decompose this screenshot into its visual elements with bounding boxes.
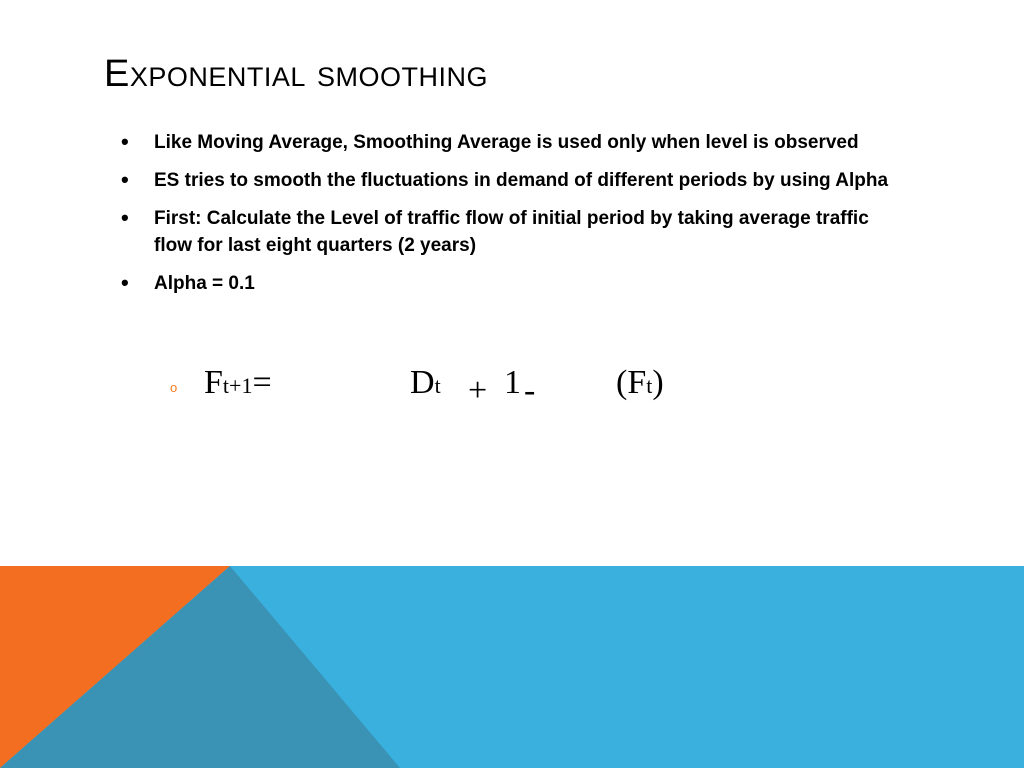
bullet-text: Alpha = 0.1 xyxy=(154,273,255,294)
formula-minus: - xyxy=(524,372,536,409)
formula-forecast-next xyxy=(204,364,272,405)
formula-demand xyxy=(410,364,441,405)
formula xyxy=(170,364,870,409)
bullet-item xyxy=(118,205,908,259)
bullet-text: Like Moving Average, Smoothing Average is used only when level is observed xyxy=(154,132,859,153)
formula-f2-close: ) xyxy=(652,364,664,401)
formula-equals: = xyxy=(252,364,272,401)
slide-title: Exponential smoothing xyxy=(104,53,488,95)
sub-bullet-icon: o xyxy=(170,380,178,395)
bullet-icon: • xyxy=(121,129,129,154)
formula-f-subscript: t+1 xyxy=(222,373,253,398)
bullet-icon: • xyxy=(121,270,129,295)
decorative-band xyxy=(0,566,1024,768)
formula-d-subscript: t xyxy=(434,373,441,398)
bullet-icon: • xyxy=(121,205,129,230)
bullet-item xyxy=(118,270,908,297)
bullet-item xyxy=(118,167,908,194)
formula-f2-subscript: t xyxy=(646,373,653,398)
bullet-icon: • xyxy=(121,167,129,192)
formula-f2-open: (F xyxy=(616,364,647,401)
formula-forecast-current xyxy=(616,364,664,405)
bullet-text: First: Calculate the Level of traffic flow of initial period by taking average traffic flow for last eight quarters (2 years) xyxy=(154,208,869,256)
formula-f-letter: F xyxy=(204,364,223,401)
bullet-list xyxy=(118,129,908,308)
bullet-item xyxy=(118,129,908,156)
formula-d-letter: D xyxy=(410,364,435,401)
formula-one: 1 xyxy=(504,364,521,401)
bullet-text: ES tries to smooth the fluctuations in demand of different periods by using Alpha xyxy=(154,170,889,191)
formula-plus: + xyxy=(468,372,488,409)
